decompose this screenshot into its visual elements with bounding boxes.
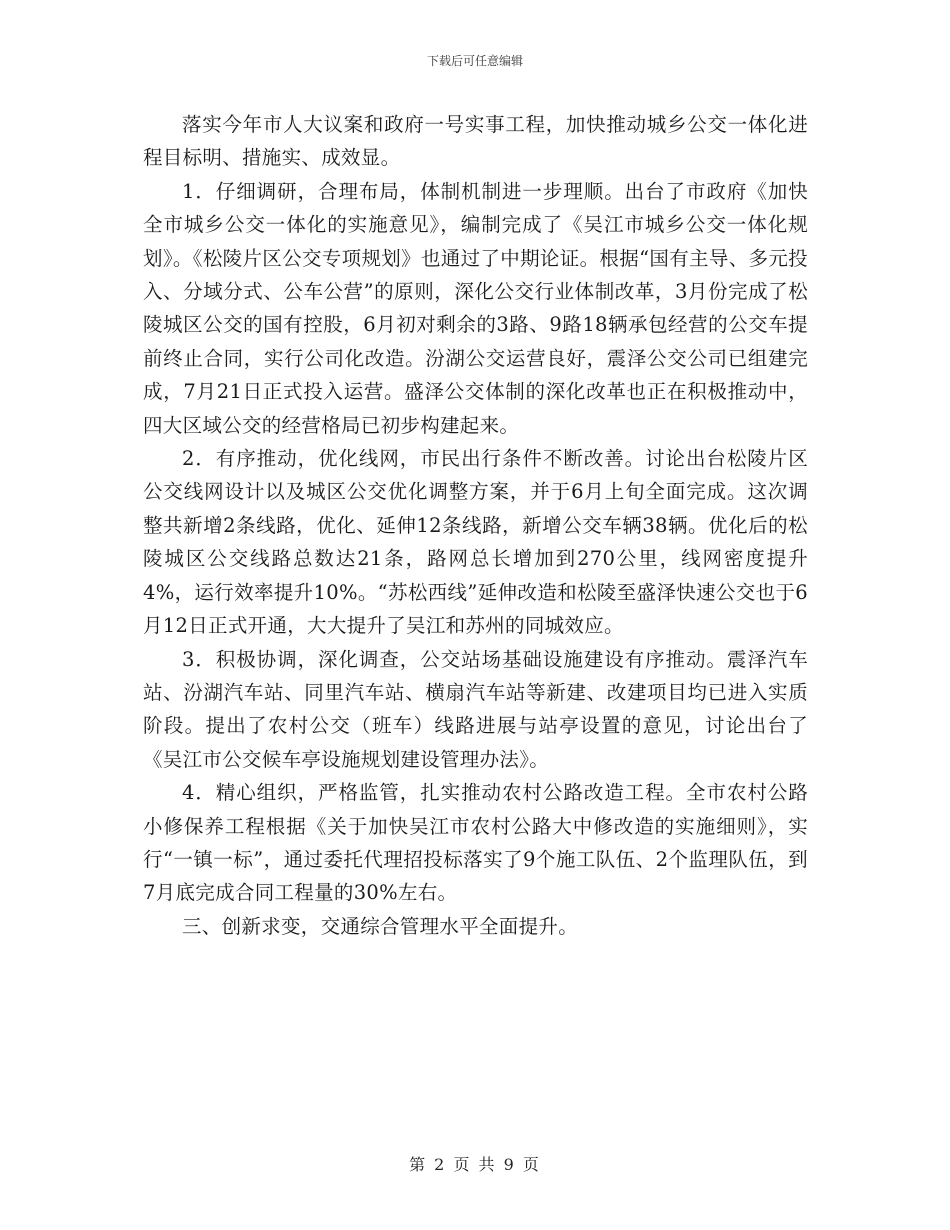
paragraph-item-4: 4．精心组织，严格监管，扎实推动农村公路改造工程。全市农村公路小修保养工程根据《关于加快吴江市农村公路大中修改造的实施细则》，实行“一镇一标”，通过委托代理招投标落实了9个施工队伍、2个监理队伍，到7月底完成合同工程量的30%左右。 — [143, 781, 808, 905]
page-number: 第 2 页 共 9 页 — [409, 1155, 541, 1174]
paragraph-intro: 落实今年市人大议案和政府一号实事工程，加快推动城乡公交一体化进程目标明、措施实、成效显。 — [143, 113, 808, 170]
paragraph-item-1: 1．仔细调研，合理布局，体制机制进一步理顺。出台了市政府《加快全市城乡公交一体化的实施意见》，编制完成了《吴江市城乡公交一体化规划》。《松陵片区公交专项规划》也通过了中期论证。根据“国有主导、多元投入、分域分式、公车公营”的原则，深化公交行业体制改革，3月份完成了松陵城区公交的国有控股，6月初对剩余的3路、9路18辆承包经营的公交车提前终止合同，实行公司化改造。汾湖公交运营良好，震泽公交公司已组建完成，7月21日正式投入运营。盛泽公交体制的深化改革也正在积极推动中，四大区域公交的经营格局已初步构建起来。 — [143, 179, 808, 437]
section-heading-3: 三、创新求变，交通综合管理水平全面提升。 — [182, 914, 579, 938]
page-header: 下载后可任意编辑 — [426, 54, 523, 68]
paragraph-item-2: 2．有序推动，优化线网，市民出行条件不断改善。讨论出台松陵片区公交线网设计以及城区公交优化调整方案，并于6月上旬全面完成。这次调整共新增2条线路，优化、延伸12条线路，新增公交车辆38辆。优化后的松陵城区公交线路总数达21条，路网总长增加到270公里，线网密度提升4%，运行效率提升10%。“苏松西线”延伸改造和松陵至盛泽快速公交也于6月12日正式开通，大大提升了吴江和苏州的同城效应。 — [143, 447, 808, 638]
document-body — [143, 108, 808, 943]
paragraph-item-3: 3．积极协调，深化调查，公交站场基础设施建设有序推动。震泽汽车站、汾湖汽车站、同里汽车站、横扇汽车站等新建、改建项目均已进入实质阶段。提出了农村公交（班车）线路进展与站亭设置的意见，讨论出台了《吴江市公交候车亭设施规划建设管理办法》。 — [143, 647, 808, 771]
